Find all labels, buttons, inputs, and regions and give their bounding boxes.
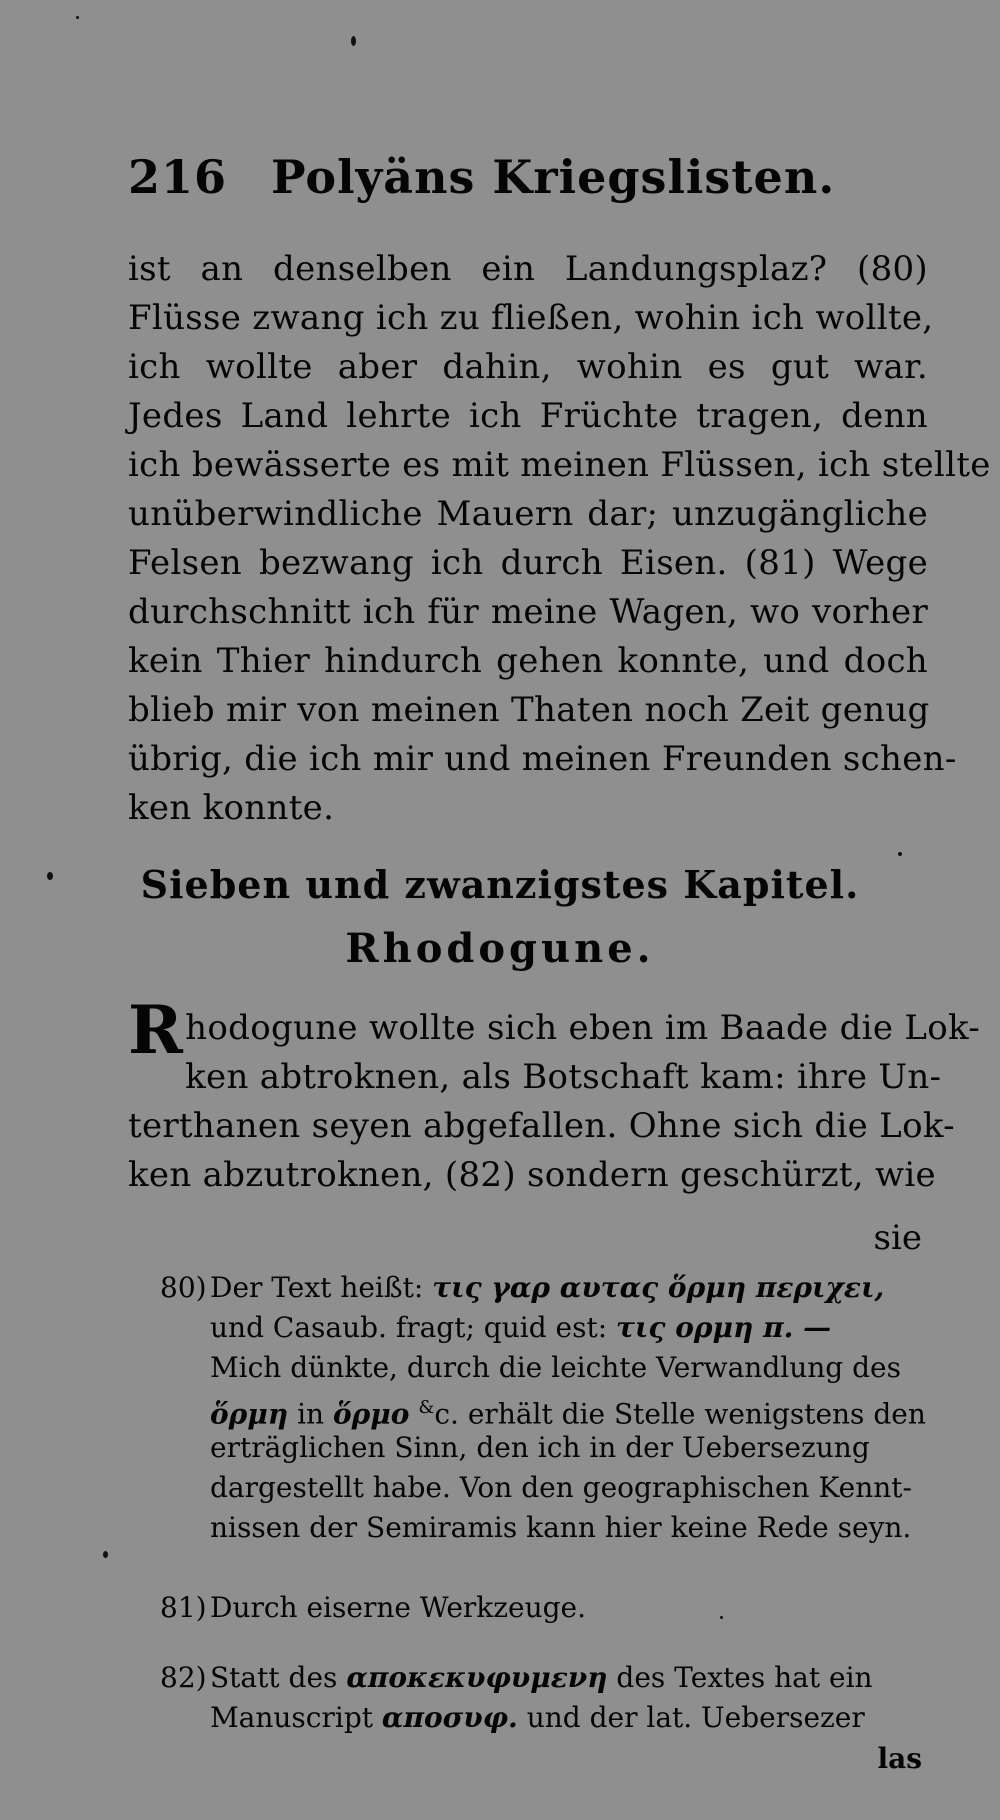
- footnote-line: dargestellt habe. Von den geographischen Kennt-: [210, 1471, 913, 1504]
- text-line: ist an denselben ein Landungsplaz? (80): [128, 249, 928, 289]
- page-number: 216: [128, 150, 228, 204]
- text-line: ken konnte.: [128, 788, 335, 828]
- text-line: übrig, die ich mir und meinen Freunden schen-: [128, 739, 957, 779]
- greek-text: αποκεκυφυμενη: [346, 1661, 608, 1694]
- footnote-text: und der lat. Uebersezer: [526, 1701, 865, 1734]
- scan-speck: [76, 16, 79, 19]
- text-line: blieb mir von meinen Thaten noch Zeit genug: [128, 690, 930, 730]
- footnote-text: in: [297, 1397, 325, 1431]
- text-line: ken abtroknen, als Botschaft kam: ihre Un-: [185, 1057, 942, 1097]
- text-line: durchschnitt ich für meine Wagen, wo vorher: [128, 592, 928, 632]
- text-line: unüberwindliche Mauern dar; unzugängliche: [128, 494, 928, 534]
- footnote-text: und Casaub. fragt; quid est:: [210, 1311, 608, 1344]
- text-line: Felsen bezwang ich durch Eisen. (81) Wege: [128, 543, 928, 583]
- footnote-line: [160, 1698, 930, 1738]
- footnote-line: [160, 1308, 930, 1348]
- text-line: hodogune wollte sich eben im Baade die Lok-: [185, 1008, 981, 1048]
- footnote-line: [160, 1658, 930, 1698]
- greek-text: ὅρμο: [332, 1397, 410, 1431]
- greek-text: τις ορμη π. —: [616, 1311, 832, 1344]
- text-line: ken abzutroknen, (82) sondern geschürzt, wie: [128, 1155, 936, 1195]
- greek-text: ὅρμη: [210, 1397, 289, 1431]
- text-line: Jedes Land lehrte ich Früchte tragen, denn: [128, 396, 928, 436]
- scan-speck: [103, 1551, 108, 1558]
- scan-speck: [898, 852, 902, 856]
- footnote-text: Der Text heißt:: [210, 1271, 424, 1304]
- footnote-line: nissen der Semiramis kann hier keine Rede seyn.: [210, 1511, 912, 1544]
- text-line: kein Thier hindurch gehen konnte, und doch: [128, 641, 928, 681]
- footnote-line: [160, 1268, 930, 1308]
- footnote-number: 80): [160, 1271, 207, 1304]
- footnote-text: Manuscript: [210, 1701, 373, 1734]
- greek-text: αποσυφ.: [381, 1701, 518, 1734]
- footnote-text: Statt des: [210, 1661, 338, 1694]
- footnote-catchword: las: [877, 1742, 922, 1775]
- paragraph-2: [128, 991, 981, 1200]
- footnote-line: [160, 1588, 930, 1628]
- footnote-82: [160, 1658, 930, 1738]
- chapter-title: Rhodogune.: [345, 925, 655, 972]
- drop-cap: R: [128, 991, 184, 1069]
- footnote-81: [160, 1588, 930, 1628]
- text-line: ich wollte aber dahin, wohin es gut war.: [128, 347, 928, 387]
- chapter-heading: Sieben und zwanzigstes Kapitel.: [140, 862, 860, 907]
- footnote-number: 81): [160, 1591, 207, 1624]
- text-line: Flüsse zwang ich zu fließen, wohin ich wollte,: [128, 298, 934, 338]
- running-title: Polyäns Kriegslisten.: [271, 150, 836, 204]
- paragraph-1: [128, 245, 991, 833]
- footnote-text: des Textes hat ein: [616, 1661, 873, 1694]
- text-line: ich bewässerte es mit meinen Flüssen, ich stellte: [128, 445, 991, 485]
- footnote-line: Mich dünkte, durch die leichte Verwandlung des: [210, 1351, 901, 1384]
- footnote-text: c. erhält die Stelle wenigstens den: [434, 1397, 926, 1431]
- footnote-text: Durch eiserne Werkzeuge.: [210, 1591, 587, 1624]
- footnote-line: erträglichen Sinn, den ich in der Uebersezung: [210, 1431, 870, 1464]
- ampersand-mark: &: [418, 1397, 435, 1418]
- footnote-line: [160, 1388, 930, 1431]
- footnote-number: 82): [160, 1661, 207, 1694]
- greek-text: τις γαρ αυτας ὅρμη περιχει,: [432, 1271, 885, 1304]
- running-header: [128, 150, 835, 204]
- text-line: terthanen seyen abgefallen. Ohne sich die Lok-: [128, 1106, 955, 1146]
- scan-speck: [351, 36, 356, 46]
- footnote-80: [160, 1268, 930, 1548]
- catchword: sie: [873, 1218, 922, 1258]
